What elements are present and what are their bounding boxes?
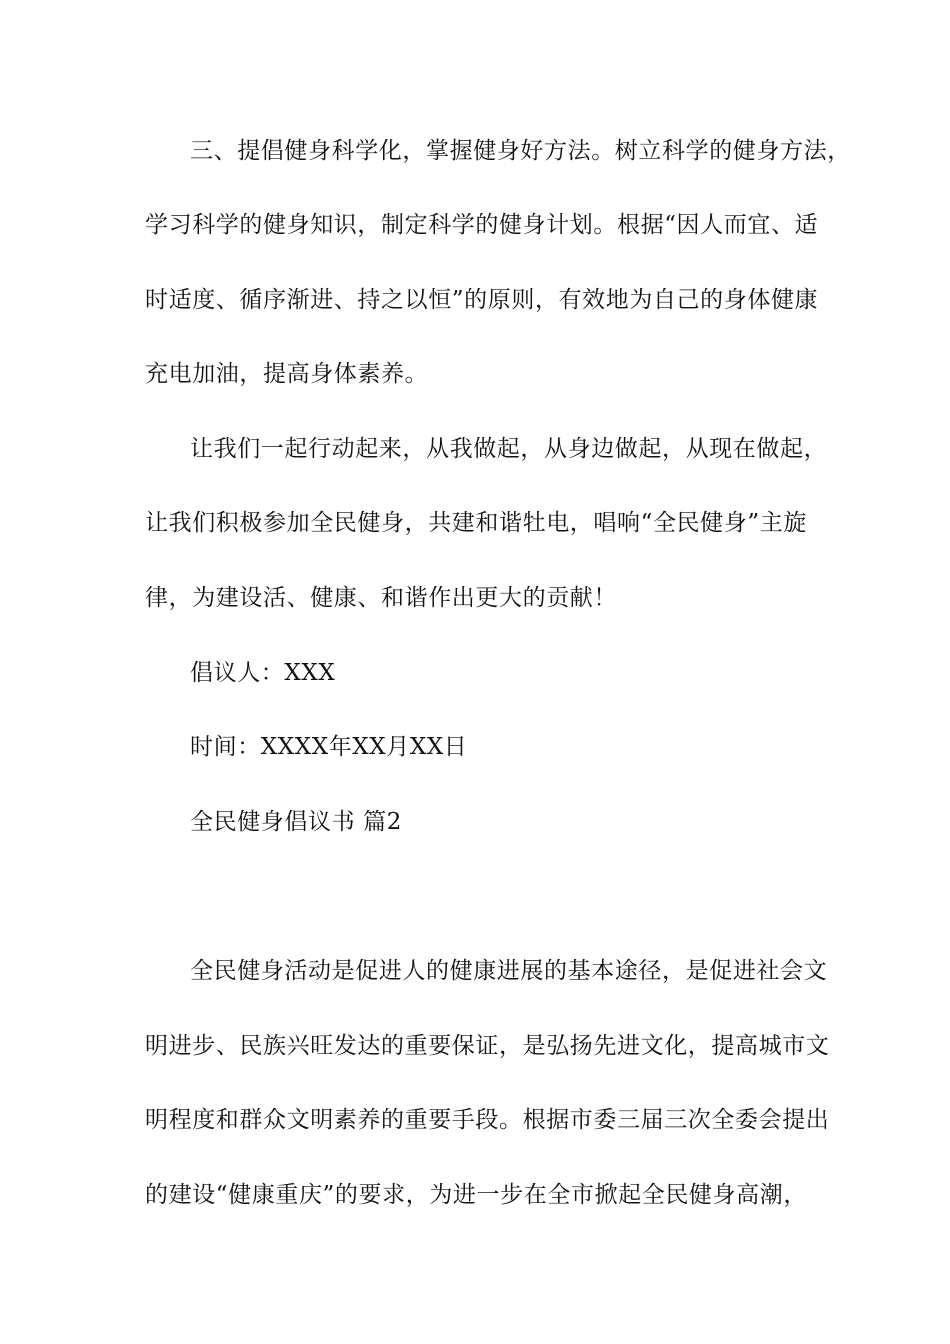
paragraph-line: 学习科学的健身知识，制定科学的健身计划。根据“因人而宜、适 [145,212,819,238]
date-line: 时间：XXXX年XX月XX日 [190,734,468,760]
paragraph-line: 全民健身活动是促进人的健康进展的基本途径，是促进社会文 [190,958,828,984]
paragraph-line: 让我们一起行动起来，从我做起，从身边做起，从现在做起， [190,436,828,462]
section-title: 全民健身倡议书 篇2 [190,809,402,835]
paragraph-line: 明程度和群众文明素养的重要手段。根据市委三届三次全委会提出 [145,1107,830,1133]
paragraph-line: 三、提倡健身科学化，掌握健身好方法。树立科学的健身方法， [190,138,851,164]
paragraph-line: 充电加油，提高身体素养。 [145,361,429,387]
signer-line: 倡议人：XXX [190,660,336,686]
paragraph-line: 让我们积极参加全民健身，共建和谐牡电，唱响“全民健身”主旋 [145,510,807,536]
paragraph-line: 明进步、民族兴旺发达的重要保证，是弘扬先进文化，提高城市文 [145,1033,830,1059]
paragraph-line: 的建设“健康重庆”的要求，为进一步在全市掀起全民健身高潮， [145,1182,807,1208]
paragraph-line: 时适度、循序渐进、持之以恒”的原则，有效地为自己的身体健康 [145,287,819,313]
paragraph-line: 律，为建设活、健康、和谐作出更大的贡献！ [145,585,617,611]
